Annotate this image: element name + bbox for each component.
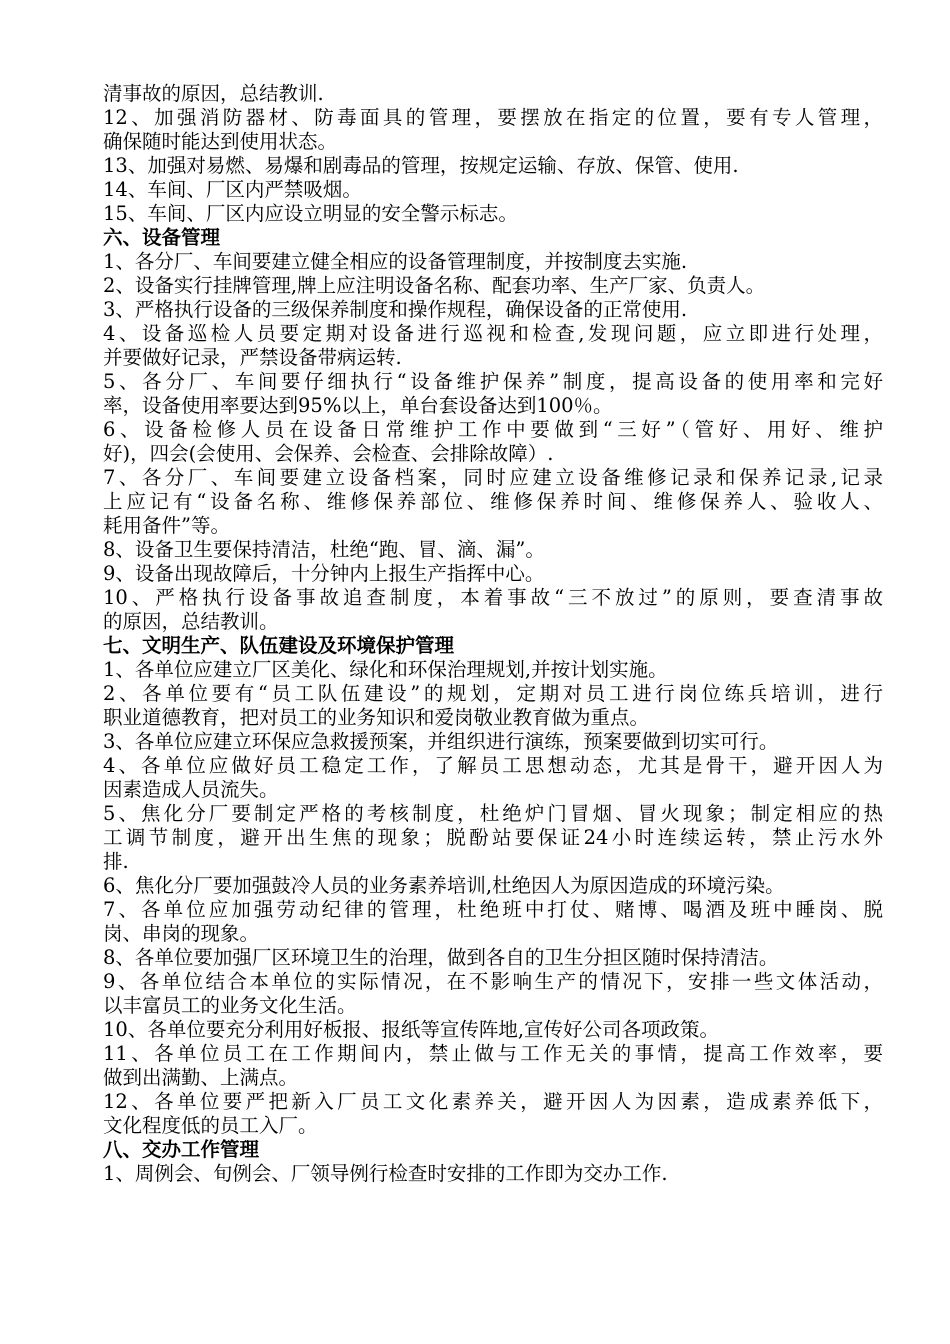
text-line: 12、加强消防器材、防毒面具的管理，要摆放在指定的位置，要有专人管理， <box>103 106 883 129</box>
text-line: 排. <box>103 850 129 873</box>
section-heading: 八、交办工作管理 <box>103 1138 260 1161</box>
text-line: 6、焦化分厂要加强鼓冷人员的业务素养培训,杜绝因人为原因造成的环境污染。 <box>103 874 785 897</box>
text-line: 耗用备件”等。 <box>103 514 230 537</box>
text-line: 以丰富员工的业务文化生活。 <box>103 994 357 1017</box>
text-line: 1、各分厂、车间要建立健全相应的设备管理制度，并按制度去实施. <box>103 250 688 273</box>
text-line: 3、各单位应建立环保应急救援预案，并组织进行演练，预案要做到切实可行。 <box>103 730 779 753</box>
text-line: 5、各分厂、车间要仔细执行“设备维护保养”制度，提高设备的使用率和完好 <box>103 370 883 393</box>
text-line: 10、各单位要充分利用好板报、报纸等宣传阵地,宣传好公司各项政策。 <box>103 1018 720 1041</box>
text-line: 率，设备使用率要达到95%以上，单台套设备达到100％。 <box>103 394 613 417</box>
section-heading: 六、设备管理 <box>103 226 221 249</box>
text-line: 6、设备检修人员在设备日常维护工作中要做到“三好”（管好、用好、维护 <box>103 418 883 441</box>
text-line: 并要做好记录，严禁设备带病运转. <box>103 346 402 369</box>
text-line: 2、设备实行挂牌管理,牌上应注明设备名称、配套功率、生产厂家、负责人。 <box>103 274 766 297</box>
text-line: 15、车间、厂区内应设立明显的安全警示标志。 <box>103 202 518 225</box>
text-line: 10、严格执行设备事故追查制度，本着事故“三不放过”的原则，要查清事故 <box>103 586 883 609</box>
text-line: 4、设备巡检人员要定期对设备进行巡视和检查,发现问题，应立即进行处理， <box>103 322 883 345</box>
text-line: 11、各单位员工在工作期间内，禁止做与工作无关的事情，提高工作效率，要 <box>103 1042 883 1065</box>
text-line: 岗、串岗的现象。 <box>103 922 260 945</box>
text-line: 7、各单位应加强劳动纪律的管理，杜绝班中打仗、赌博、喝酒及班中睡岗、脱 <box>103 898 883 921</box>
text-line: 1、周例会、旬例会、厂领导例行检查时安排的工作即为交办工作. <box>103 1162 668 1185</box>
text-line: 14、车间、厂区内严禁吸烟。 <box>103 178 362 201</box>
text-line: 因素造成人员流失。 <box>103 778 279 801</box>
text-line: 做到出满勤、上满点。 <box>103 1066 299 1089</box>
text-line: 1、各单位应建立厂区美化、绿化和环保治理规划,并按计划实施。 <box>103 658 668 681</box>
text-line: 2、各单位要有“员工队伍建设”的规划，定期对员工进行岗位练兵培训，进行 <box>103 682 883 705</box>
text-line: 8、设备卫生要保持清洁，杜绝“跑、冒、滴、漏”。 <box>103 538 545 561</box>
text-line: 的原因，总结教训。 <box>103 610 279 633</box>
text-line: 7、各分厂、车间要建立设备档案，同时应建立设备维修记录和保养记录,记录 <box>103 466 883 489</box>
text-line: 上应记有“设备名称、维修保养部位、维修保养时间、维修保养人、验收人、 <box>103 490 883 513</box>
text-line: 9、各单位结合本单位的实际情况，在不影响生产的情况下，安排一些文体活动， <box>103 970 883 993</box>
text-line: 好)，四会(会使用、会保养、会检查、会排除故障）. <box>103 442 554 465</box>
text-line: 5、焦化分厂要制定严格的考核制度，杜绝炉门冒烟、冒火现象；制定相应的热 <box>103 802 883 825</box>
text-line: 工调节制度，避开出生焦的现象；脱酚站要保证24小时连续运转，禁止污水外 <box>103 826 883 849</box>
text-line: 职业道德教育，把对员工的业务知识和爱岗敬业教育做为重点。 <box>103 706 650 729</box>
text-line: 12、各单位要严把新入厂员工文化素养关，避开因人为因素，造成素养低下， <box>103 1090 883 1113</box>
text-line: 确保随时能达到使用状态。 <box>103 130 338 153</box>
text-line: 8、各单位要加强厂区环境卫生的治理，做到各自的卫生分担区随时保持清洁。 <box>103 946 779 969</box>
text-line: 13、加强对易燃、易爆和剧毒品的管理，按规定运输、存放、保管、使用. <box>103 154 739 177</box>
section-heading: 七、文明生产、队伍建设及环境保护管理 <box>103 634 455 657</box>
text-line: 9、设备出现故障后，十分钟内上报生产指挥中心。 <box>103 562 545 585</box>
text-line: 清事故的原因，总结教训. <box>103 82 324 105</box>
document-page <box>103 82 883 1186</box>
text-line: 文化程度低的员工入厂。 <box>103 1114 318 1137</box>
text-line: 4、各单位应做好员工稳定工作，了解员工思想动态，尤其是骨干，避开因人为 <box>103 754 883 777</box>
text-line: 3、严格执行设备的三级保养制度和操作规程，确保设备的正常使用. <box>103 298 688 321</box>
